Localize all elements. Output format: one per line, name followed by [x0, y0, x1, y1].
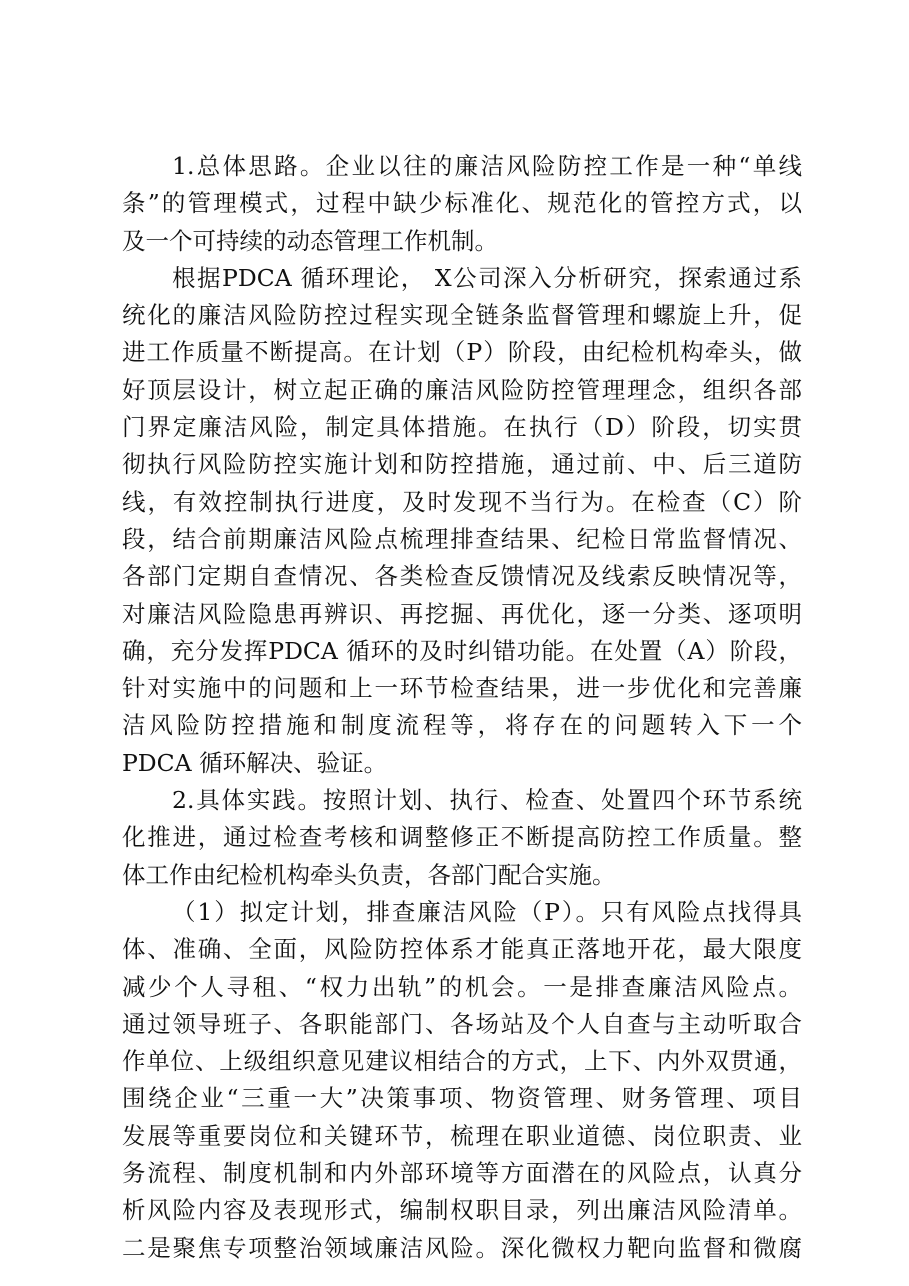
text-line: 确，充分发挥PDCA 循环的及时纠错功能。在处置（A）阶段，: [122, 636, 802, 665]
text-line: 2.具体实践。按照计划、执行、检查、处置四个环节系统: [172, 786, 802, 815]
text-line: 门界定廉洁风险，制定具体措施。在执行（D）阶段，切实贯: [122, 413, 802, 442]
text-line: PDCA 循环解决、验证。: [122, 748, 388, 777]
body-text: [122, 148, 802, 1267]
text-line: 务流程、制度机制和内外部环境等方面潜在的风险点，认真分: [122, 1159, 802, 1188]
text-line: 及一个可持续的动态管理工作机制。: [122, 226, 498, 255]
text-line: 条”的管理模式，过程中缺少标准化、规范化的管控方式，以: [122, 189, 802, 218]
text-line: 针对实施中的问题和上一环节检查结果，进一步优化和完善廉: [122, 674, 802, 703]
text-line: 作单位、上级组织意见建议相结合的方式，上下、内外双贯通，: [122, 1047, 802, 1076]
text-line: 发展等重要岗位和关键环节，梳理在职业道德、岗位职责、业: [122, 1121, 802, 1150]
text-line: 各部门定期自查情况、各类检查反馈情况及线索反映情况等，: [122, 562, 802, 591]
text-line: 围绕企业“三重一大”决策事项、物资管理、财务管理、项目: [122, 1084, 802, 1113]
text-line: 析风险内容及表现形式，编制权职目录，列出廉洁风险清单。: [122, 1196, 802, 1225]
text-line: 二是聚焦专项整治领域廉洁风险。深化微权力靶向监督和微腐: [122, 1233, 802, 1262]
text-line: 体工作由纪检机构牵头负责，各部门配合实施。: [122, 860, 616, 889]
text-line: 统化的廉洁风险防控过程实现全链条监督管理和螺旋上升，促: [122, 301, 802, 330]
text-line: 彻执行风险防控实施计划和防控措施，通过前、中、后三道防: [122, 450, 802, 479]
text-line: 好顶层设计，树立起正确的廉洁风险防控管理理念，组织各部: [122, 375, 802, 404]
text-line: 1.总体思路。企业以往的廉洁风险防控工作是一种“单线: [172, 152, 802, 180]
text-line: 段，结合前期廉洁风险点梳理排查结果、纪检日常监督情况、: [122, 524, 802, 553]
text-line: 化推进，通过检查考核和调整修正不断提高防控工作质量。整: [122, 823, 802, 852]
text-line: 对廉洁风险隐患再辨识、再挖掘、再优化，逐一分类、逐项明: [122, 599, 802, 628]
text-line: 洁风险防控措施和制度流程等，将存在的问题转入下一个: [122, 711, 802, 740]
text-line: 体、准确、全面，风险防控体系才能真正落地开花，最大限度: [122, 935, 802, 964]
text-line: 进工作质量不断提高。在计划（P）阶段，由纪检机构牵头，做: [122, 338, 802, 367]
text-line: 减少个人寻租、“权力出轨”的机会。一是排查廉洁风险点。: [122, 972, 802, 1001]
text-line: 线，有效控制执行进度，及时发现不当行为。在检查（C）阶: [122, 487, 802, 516]
text-line: 根据PDCA 循环理论， X公司深入分析研究，探索通过系: [172, 263, 802, 292]
text-line: 通过领导班子、各职能部门、各场站及个人自查与主动听取合: [122, 1009, 802, 1038]
text-line: （1）拟定计划，排查廉洁风险（P）。只有风险点找得具: [172, 897, 802, 926]
